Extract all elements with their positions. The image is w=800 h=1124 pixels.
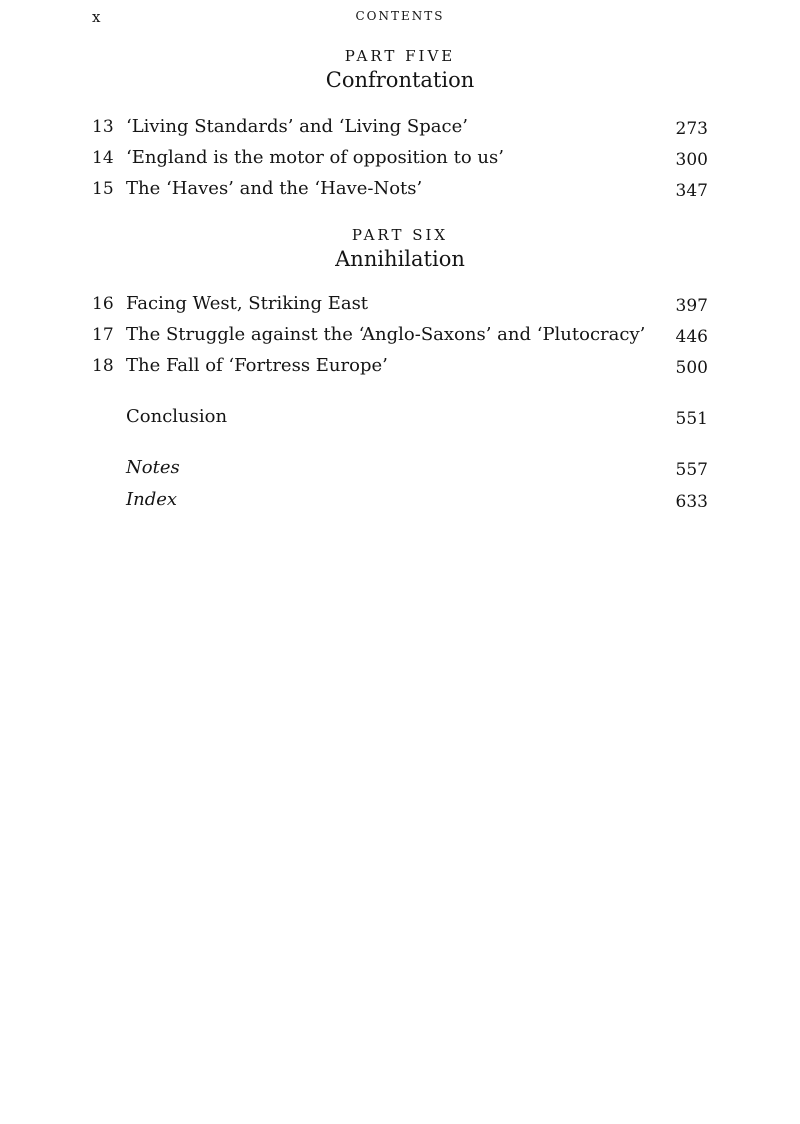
toc-list-part-five	[92, 114, 708, 207]
toc-entry[interactable]	[92, 322, 708, 353]
notes-page-number: 557	[675, 460, 708, 480]
toc-entry-conclusion[interactable]	[92, 404, 708, 436]
chapter-page-number: 347	[675, 181, 708, 201]
toc-entry[interactable]	[92, 176, 708, 207]
conclusion-page-number: 551	[675, 409, 708, 429]
chapter-number: 18	[92, 356, 114, 376]
toc-list-conclusion	[92, 404, 708, 436]
index-title: Index	[126, 489, 178, 510]
chapter-title: The ‘Haves’ and the ‘Have-Nots’	[126, 178, 423, 199]
part-title: Confrontation	[325, 68, 475, 92]
part-title: Annihilation	[335, 247, 465, 271]
toc-list-back-matter	[92, 455, 708, 519]
running-head	[92, 6, 708, 28]
chapter-number: 13	[92, 117, 114, 137]
part-six-heading	[92, 225, 708, 273]
index-page-number: 633	[675, 492, 708, 512]
toc-entry-notes[interactable]	[92, 455, 708, 487]
part-five-heading	[92, 46, 708, 94]
chapter-title: ‘Living Standards’ and ‘Living Space’	[126, 116, 468, 137]
chapter-number: 16	[92, 294, 114, 314]
chapter-title: The Struggle against the ‘Anglo-Saxons’ and ‘Plutocracy’	[126, 324, 646, 345]
chapter-page-number: 500	[675, 358, 708, 378]
toc-entry-index[interactable]	[92, 487, 708, 519]
page-number: x	[92, 8, 101, 26]
chapter-page-number: 446	[675, 327, 708, 347]
part-label: PART SIX	[351, 226, 449, 244]
chapter-page-number: 300	[675, 150, 708, 170]
chapter-title: ‘England is the motor of opposition to us’	[126, 147, 504, 168]
toc-entry[interactable]	[92, 114, 708, 145]
running-title: CONTENTS	[355, 9, 445, 23]
toc-entry[interactable]	[92, 145, 708, 176]
part-label: PART FIVE	[344, 47, 456, 65]
toc-entry[interactable]	[92, 353, 708, 384]
chapter-page-number: 397	[675, 296, 708, 316]
toc-entry[interactable]	[92, 291, 708, 322]
chapter-number: 15	[92, 179, 114, 199]
chapter-number: 17	[92, 325, 114, 345]
toc-list-part-six	[92, 291, 708, 384]
chapter-title: The Fall of ‘Fortress Europe’	[126, 355, 388, 376]
notes-title: Notes	[126, 457, 180, 478]
conclusion-title: Conclusion	[126, 406, 228, 427]
chapter-page-number: 273	[675, 119, 708, 139]
chapter-title: Facing West, Striking East	[126, 293, 369, 314]
chapter-number: 14	[92, 148, 114, 168]
